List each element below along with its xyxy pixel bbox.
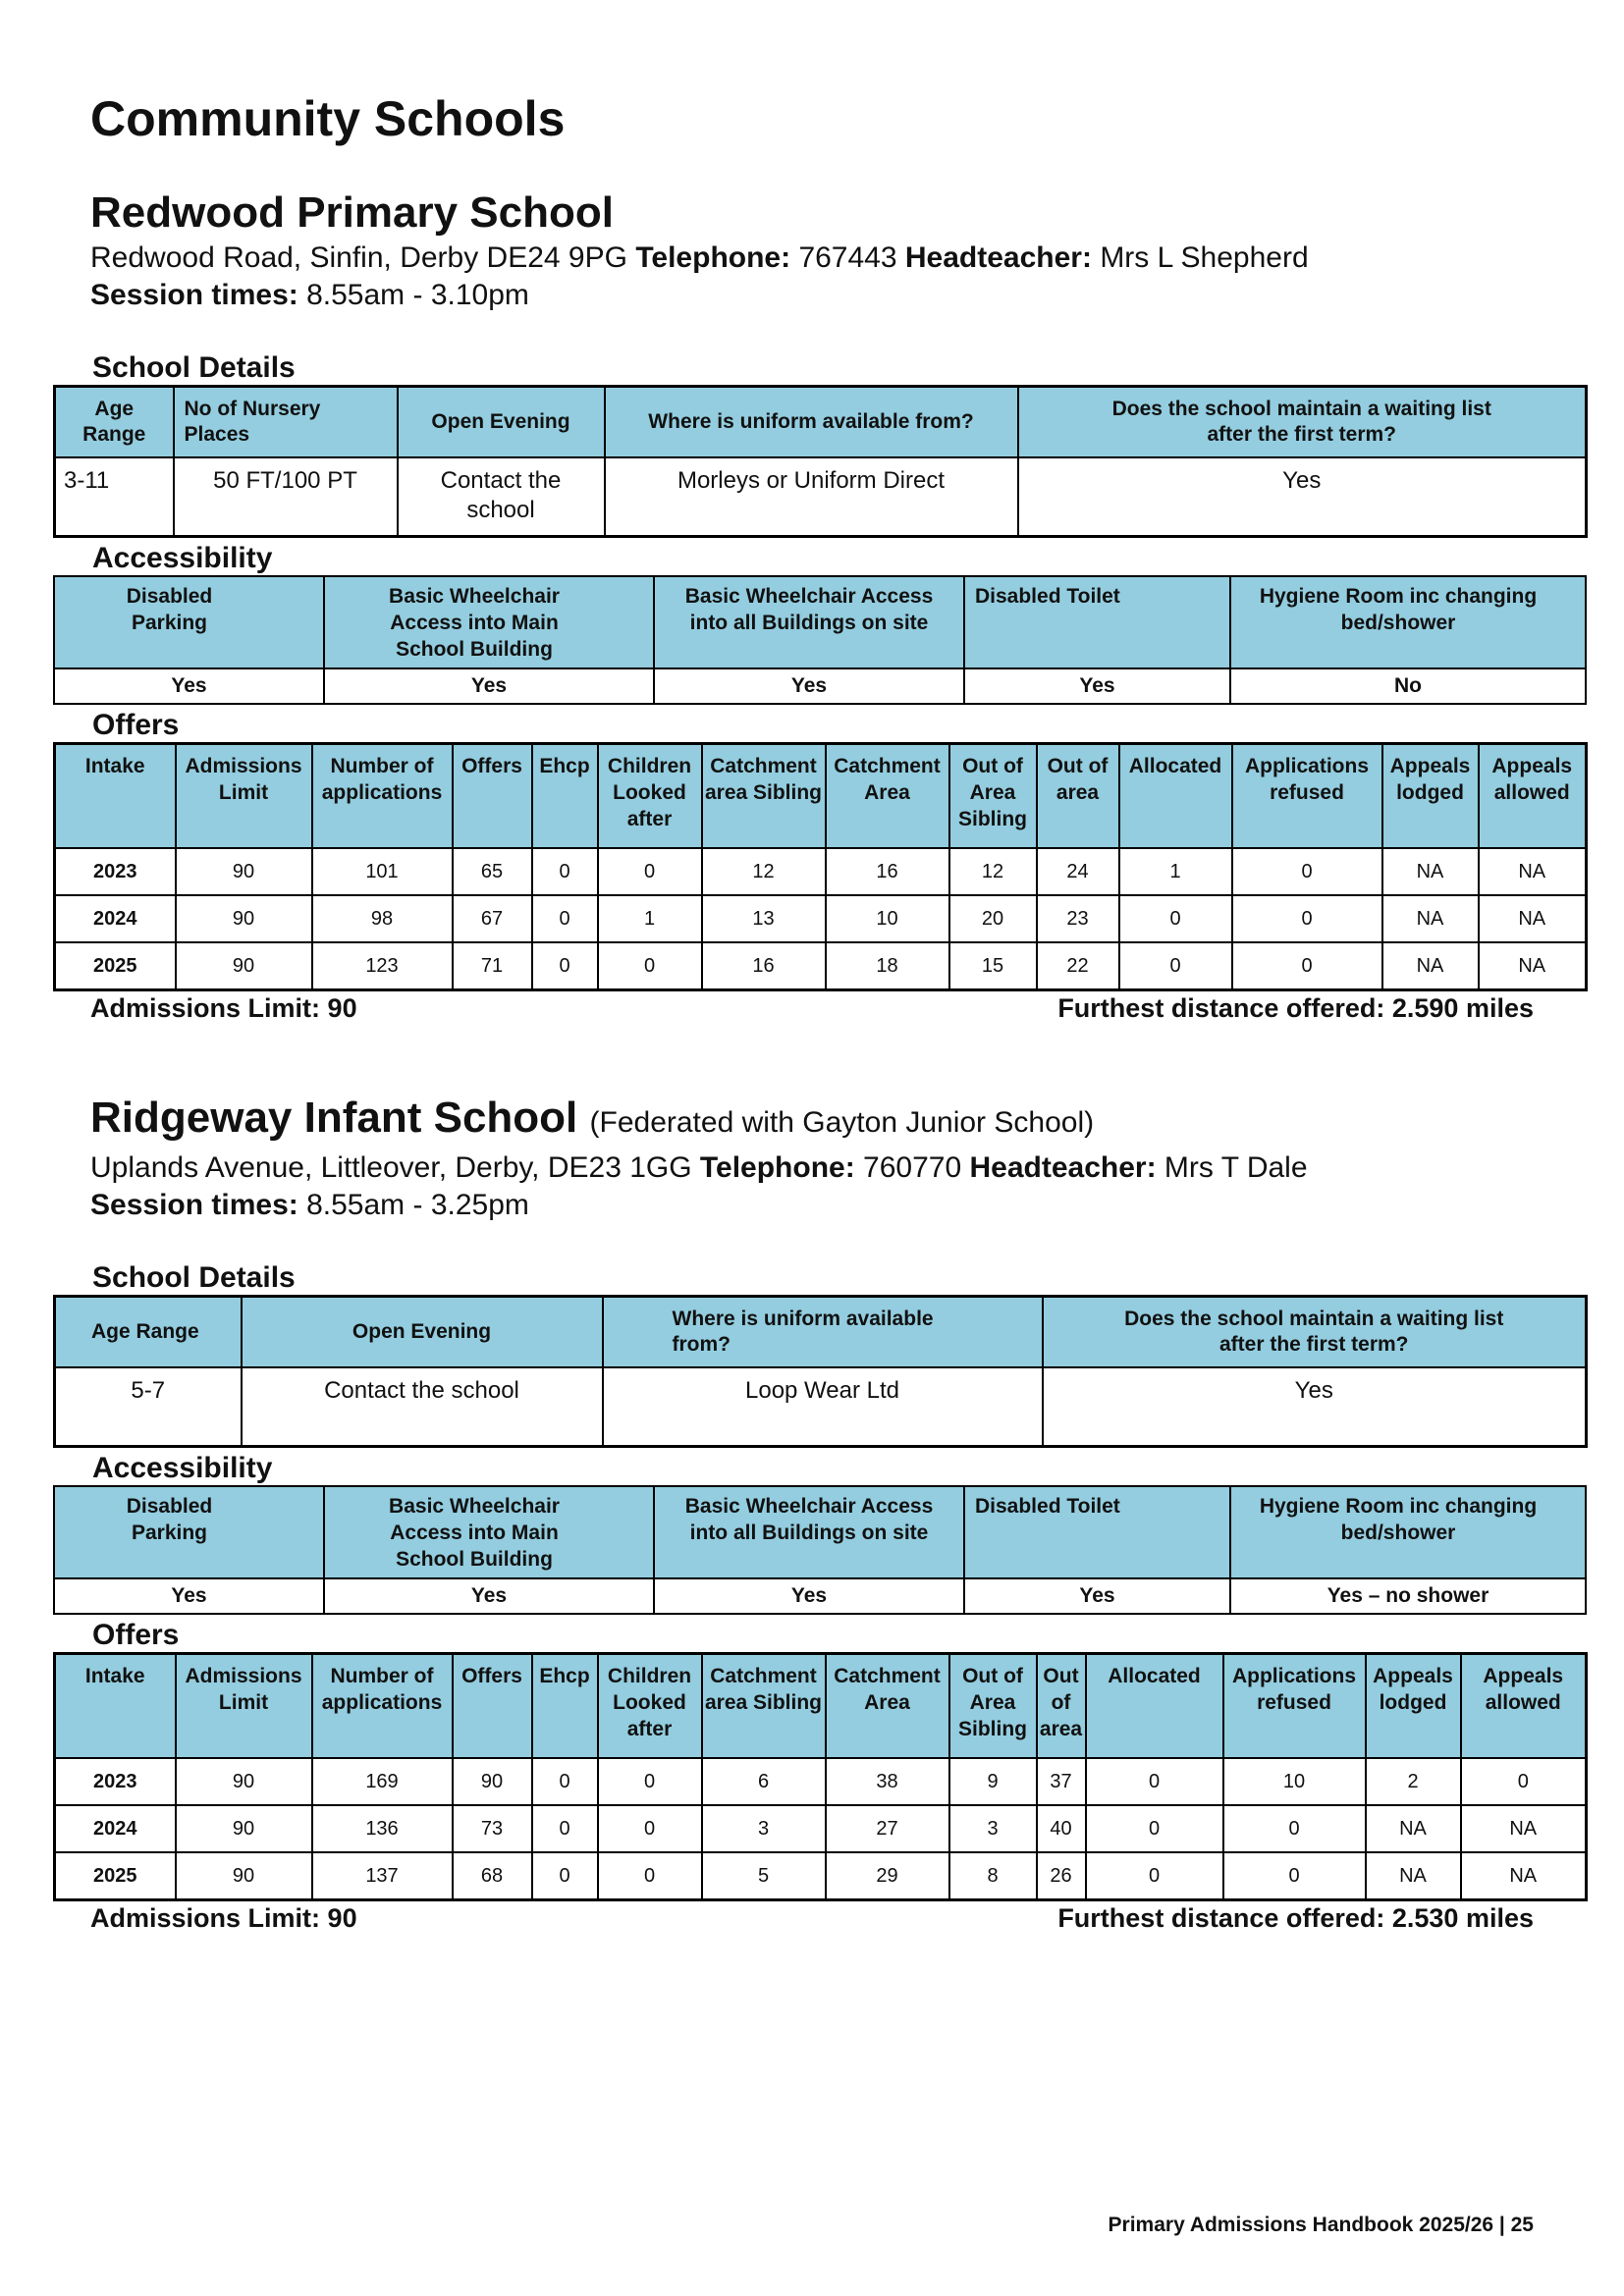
- offers-header: Out of area: [1037, 1654, 1086, 1759]
- offers-header: Applications refused: [1232, 744, 1382, 849]
- offers-header: Catchment Area: [826, 1654, 949, 1759]
- offers-cell: 90: [176, 1852, 312, 1900]
- offers-cell: 16: [702, 942, 826, 990]
- offers-cell: 16: [826, 848, 949, 895]
- offers-cell: 90: [176, 1758, 312, 1805]
- offers-cell: NA: [1382, 942, 1479, 990]
- offers-cell: 0: [532, 848, 598, 895]
- offers-intake-year: 2023: [55, 1758, 176, 1805]
- accessibility-header: Hygiene Room inc changing bed/shower: [1230, 576, 1586, 668]
- offers-cell: 0: [1232, 848, 1382, 895]
- offers-cell: NA: [1479, 848, 1587, 895]
- offers-header: Number of applications: [312, 744, 453, 849]
- admissions-limit-summary: [90, 1903, 357, 1934]
- accessibility-value: Yes: [654, 1578, 964, 1614]
- session-times-line: [90, 1187, 1585, 1224]
- accessibility-value: Yes: [324, 668, 654, 704]
- offers-header: Out of Area Sibling: [949, 1654, 1037, 1759]
- offers-cell: 9: [949, 1758, 1037, 1805]
- offers-row: [55, 1805, 1587, 1852]
- offers-header: Appeals allowed: [1461, 1654, 1587, 1759]
- limits-line: [53, 1901, 1585, 1937]
- offers-header: Applications refused: [1223, 1654, 1366, 1759]
- details-value: 3-11: [55, 457, 174, 537]
- school-details-table: [53, 385, 1588, 538]
- accessibility-label: Accessibility: [92, 542, 273, 574]
- offers-intake-year: 2023: [55, 848, 176, 895]
- furthest-distance-value: 2.590 miles: [1391, 993, 1534, 1023]
- offers-cell: 68: [453, 1852, 532, 1900]
- offers-cell: 123: [312, 942, 453, 990]
- accessibility-header: Hygiene Room inc changing bed/shower: [1230, 1486, 1586, 1578]
- details-header-row: [55, 1297, 1587, 1368]
- offers-cell: 6: [702, 1758, 826, 1805]
- accessibility-label: Accessibility: [92, 1452, 273, 1484]
- admissions-limit-label: Admissions Limit:: [90, 1903, 321, 1933]
- offers-cell: 0: [598, 848, 702, 895]
- limits-line: [53, 991, 1585, 1027]
- offers-header: Appeals lodged: [1366, 1654, 1461, 1759]
- details-value: Yes: [1018, 457, 1587, 537]
- details-header: Age Range: [55, 1297, 242, 1368]
- school-details-label: School Details: [92, 1261, 296, 1294]
- furthest-distance-label: Furthest distance offered:: [1057, 993, 1385, 1023]
- offers-table: [53, 1652, 1588, 1901]
- school-ridgeway: [53, 1092, 1585, 1937]
- page-title: Community Schools: [90, 91, 566, 146]
- offers-header: Children Looked after: [598, 1654, 702, 1759]
- offers-cell: 18: [826, 942, 949, 990]
- offers-header: Catchment Area: [826, 744, 949, 849]
- offers-cell: NA: [1366, 1805, 1461, 1852]
- accessibility-header-row: [54, 1486, 1586, 1578]
- offers-header: Appeals lodged: [1382, 744, 1479, 849]
- offers-header: Allocated: [1119, 744, 1232, 849]
- offers-cell: 90: [176, 1805, 312, 1852]
- session-times-label: Session times:: [90, 1189, 298, 1221]
- offers-cell: 169: [312, 1758, 453, 1805]
- details-header: Does the school maintain a waiting list after the first term?: [1043, 1297, 1587, 1368]
- school-address-line: [90, 240, 1585, 277]
- offers-cell: 37: [1037, 1758, 1086, 1805]
- offers-header-row: [55, 744, 1587, 849]
- offers-cell: 0: [598, 1805, 702, 1852]
- details-value: Loop Wear Ltd: [603, 1367, 1043, 1447]
- details-value: 5-7: [55, 1367, 242, 1447]
- offers-cell: 0: [532, 1805, 598, 1852]
- admissions-limit-summary: [90, 993, 357, 1024]
- offers-header: Appeals allowed: [1479, 744, 1587, 849]
- offers-header: Ehcp: [532, 744, 598, 849]
- accessibility-value: Yes: [964, 1578, 1230, 1614]
- offers-cell: NA: [1382, 848, 1479, 895]
- offers-header: Number of applications: [312, 1654, 453, 1759]
- offers-cell: 90: [453, 1758, 532, 1805]
- offers-cell: 0: [1232, 942, 1382, 990]
- offers-cell: 0: [598, 1852, 702, 1900]
- offers-cell: 137: [312, 1852, 453, 1900]
- accessibility-value: No: [1230, 668, 1586, 704]
- accessibility-value: Yes: [654, 668, 964, 704]
- offers-label: Offers: [92, 1619, 180, 1651]
- offers-cell: 136: [312, 1805, 453, 1852]
- offers-header: Intake: [55, 1654, 176, 1759]
- offers-intake-year: 2024: [55, 1805, 176, 1852]
- offers-cell: 71: [453, 942, 532, 990]
- accessibility-value: Yes: [54, 668, 324, 704]
- offers-cell: 67: [453, 895, 532, 942]
- accessibility-header: Basic Wheelchair Access into all Buildings on site: [654, 576, 964, 668]
- offers-header: Offers: [453, 1654, 532, 1759]
- offers-row: [55, 942, 1587, 990]
- offers-cell: 26: [1037, 1852, 1086, 1900]
- details-header: Open Evening: [242, 1297, 603, 1368]
- details-value: Morleys or Uniform Direct: [605, 457, 1018, 537]
- offers-cell: 29: [826, 1852, 949, 1900]
- details-value: Contact the school: [398, 457, 605, 537]
- school-details-table: [53, 1295, 1588, 1448]
- details-value: Contact the school: [242, 1367, 603, 1447]
- telephone-value: 767443: [798, 241, 897, 274]
- details-header: Does the school maintain a waiting list after the first term?: [1018, 387, 1587, 458]
- details-value: Yes: [1043, 1367, 1587, 1447]
- offers-header: Allocated: [1086, 1654, 1223, 1759]
- offers-header: Admissions Limit: [176, 1654, 312, 1759]
- offers-header: Admissions Limit: [176, 744, 312, 849]
- accessibility-header: Basic Wheelchair Access into all Buildings on site: [654, 1486, 964, 1578]
- details-header: Where is uniform available from?: [603, 1297, 1043, 1368]
- offers-cell: 65: [453, 848, 532, 895]
- offers-cell: 38: [826, 1758, 949, 1805]
- offers-cell: 0: [1119, 895, 1232, 942]
- offers-intake-year: 2024: [55, 895, 176, 942]
- offers-cell: 23: [1037, 895, 1119, 942]
- offers-cell: NA: [1479, 942, 1587, 990]
- offers-cell: 0: [532, 895, 598, 942]
- session-times-label: Session times:: [90, 279, 298, 311]
- offers-cell: NA: [1366, 1852, 1461, 1900]
- offers-cell: 15: [949, 942, 1037, 990]
- offers-cell: 0: [1086, 1758, 1223, 1805]
- offers-cell: 0: [532, 942, 598, 990]
- offers-cell: 0: [1461, 1758, 1587, 1805]
- school-details-label: School Details: [92, 351, 296, 384]
- offers-cell: 3: [949, 1805, 1037, 1852]
- school-address: Uplands Avenue, Littleover, Derby, DE23 1GG: [90, 1151, 692, 1184]
- offers-row: [55, 895, 1587, 942]
- accessibility-header: Disabled Parking: [54, 576, 324, 668]
- accessibility-header: Disabled Toilet: [964, 1486, 1230, 1578]
- accessibility-header: Disabled Parking: [54, 1486, 324, 1578]
- admissions-limit-label: Admissions Limit:: [90, 993, 321, 1023]
- offers-cell: 0: [1223, 1805, 1366, 1852]
- offers-cell: 90: [176, 895, 312, 942]
- admissions-limit-value: 90: [327, 1903, 357, 1933]
- offers-row: [55, 848, 1587, 895]
- headteacher-label: Headteacher:: [969, 1151, 1157, 1184]
- details-header-row: [55, 387, 1587, 458]
- school-name-text: Ridgeway Infant School: [90, 1094, 578, 1142]
- admissions-limit-value: 90: [327, 993, 357, 1023]
- details-header: No of Nursery Places: [174, 387, 398, 458]
- offers-cell: 13: [702, 895, 826, 942]
- details-value-row: [55, 1367, 1587, 1447]
- session-times-value: 8.55am - 3.25pm: [306, 1189, 529, 1221]
- offers-cell: 0: [532, 1852, 598, 1900]
- offers-cell: 2: [1366, 1758, 1461, 1805]
- offers-cell: 0: [1223, 1852, 1366, 1900]
- offers-cell: 10: [826, 895, 949, 942]
- offers-cell: 73: [453, 1805, 532, 1852]
- offers-cell: 98: [312, 895, 453, 942]
- accessibility-table: [53, 1485, 1587, 1615]
- accessibility-value: Yes: [54, 1578, 324, 1614]
- offers-cell: 1: [598, 895, 702, 942]
- offers-cell: 0: [532, 1758, 598, 1805]
- headteacher-value: Mrs L Shepherd: [1100, 241, 1309, 274]
- offers-header: Ehcp: [532, 1654, 598, 1759]
- headteacher-label: Headteacher:: [904, 241, 1092, 274]
- offers-cell: NA: [1461, 1805, 1587, 1852]
- accessibility-header: Disabled Toilet: [964, 576, 1230, 668]
- accessibility-value: Yes: [324, 1578, 654, 1614]
- offers-cell: NA: [1382, 895, 1479, 942]
- offers-header: Children Looked after: [598, 744, 702, 849]
- school-address: Redwood Road, Sinfin, Derby DE24 9PG: [90, 241, 627, 274]
- accessibility-value: Yes – no shower: [1230, 1578, 1586, 1614]
- offers-cell: 3: [702, 1805, 826, 1852]
- offers-cell: 90: [176, 848, 312, 895]
- school-name: [90, 1092, 1585, 1149]
- accessibility-header: Basic Wheelchair Access into Main School Building: [324, 1486, 654, 1578]
- accessibility-value-row: [54, 668, 1586, 704]
- offers-cell: 22: [1037, 942, 1119, 990]
- offers-cell: 40: [1037, 1805, 1086, 1852]
- accessibility-value: Yes: [964, 668, 1230, 704]
- offers-cell: 0: [1086, 1852, 1223, 1900]
- details-value-row: [55, 457, 1587, 537]
- details-header: Age Range: [55, 387, 174, 458]
- page-footer: Primary Admissions Handbook 2025/26 | 25: [1108, 2214, 1534, 2236]
- details-header: Where is uniform available from?: [605, 387, 1018, 458]
- federation-note: (Federated with Gayton Junior School): [589, 1106, 1095, 1139]
- school-name: [90, 187, 1585, 240]
- furthest-distance-value: 2.530 miles: [1391, 1903, 1534, 1933]
- offers-cell: NA: [1479, 895, 1587, 942]
- offers-row: [55, 1852, 1587, 1900]
- offers-intake-year: 2025: [55, 942, 176, 990]
- offers-row: [55, 1758, 1587, 1805]
- headteacher-value: Mrs T Dale: [1164, 1151, 1308, 1184]
- offers-header: Out of area: [1037, 744, 1119, 849]
- offers-cell: 12: [949, 848, 1037, 895]
- accessibility-table: [53, 575, 1587, 705]
- offers-cell: 8: [949, 1852, 1037, 1900]
- telephone-value: 760770: [863, 1151, 962, 1184]
- offers-intake-year: 2025: [55, 1852, 176, 1900]
- offers-header: Catchment area Sibling: [702, 744, 826, 849]
- offers-header-row: [55, 1654, 1587, 1759]
- offers-cell: 20: [949, 895, 1037, 942]
- school-name-text: Redwood Primary School: [90, 188, 614, 237]
- details-value: 50 FT/100 PT: [174, 457, 398, 537]
- session-times-value: 8.55am - 3.10pm: [306, 279, 529, 311]
- offers-cell: 101: [312, 848, 453, 895]
- accessibility-value-row: [54, 1578, 1586, 1614]
- offers-cell: 24: [1037, 848, 1119, 895]
- offers-cell: 1: [1119, 848, 1232, 895]
- offers-cell: 27: [826, 1805, 949, 1852]
- offers-cell: 0: [1232, 895, 1382, 942]
- offers-cell: 0: [1119, 942, 1232, 990]
- accessibility-header-row: [54, 576, 1586, 668]
- accessibility-header: Basic Wheelchair Access into Main School Building: [324, 576, 654, 668]
- school-address-line: [90, 1149, 1585, 1187]
- furthest-distance-summary: [1057, 1903, 1534, 1934]
- details-header: Open Evening: [398, 387, 605, 458]
- school-redwood: [53, 187, 1585, 1027]
- offers-table: [53, 742, 1588, 991]
- offers-label: Offers: [92, 709, 180, 741]
- offers-cell: 0: [1086, 1805, 1223, 1852]
- offers-cell: 0: [598, 942, 702, 990]
- offers-header: Intake: [55, 744, 176, 849]
- telephone-label: Telephone:: [699, 1151, 855, 1184]
- telephone-label: Telephone:: [635, 241, 791, 274]
- offers-cell: 12: [702, 848, 826, 895]
- offers-header: Offers: [453, 744, 532, 849]
- offers-cell: 90: [176, 942, 312, 990]
- offers-cell: NA: [1461, 1852, 1587, 1900]
- offers-header: Out of Area Sibling: [949, 744, 1037, 849]
- furthest-distance-summary: [1057, 993, 1534, 1024]
- offers-cell: 5: [702, 1852, 826, 1900]
- session-times-line: [90, 277, 1585, 314]
- offers-header: Catchment area Sibling: [702, 1654, 826, 1759]
- offers-cell: 0: [598, 1758, 702, 1805]
- furthest-distance-label: Furthest distance offered:: [1057, 1903, 1385, 1933]
- offers-cell: 10: [1223, 1758, 1366, 1805]
